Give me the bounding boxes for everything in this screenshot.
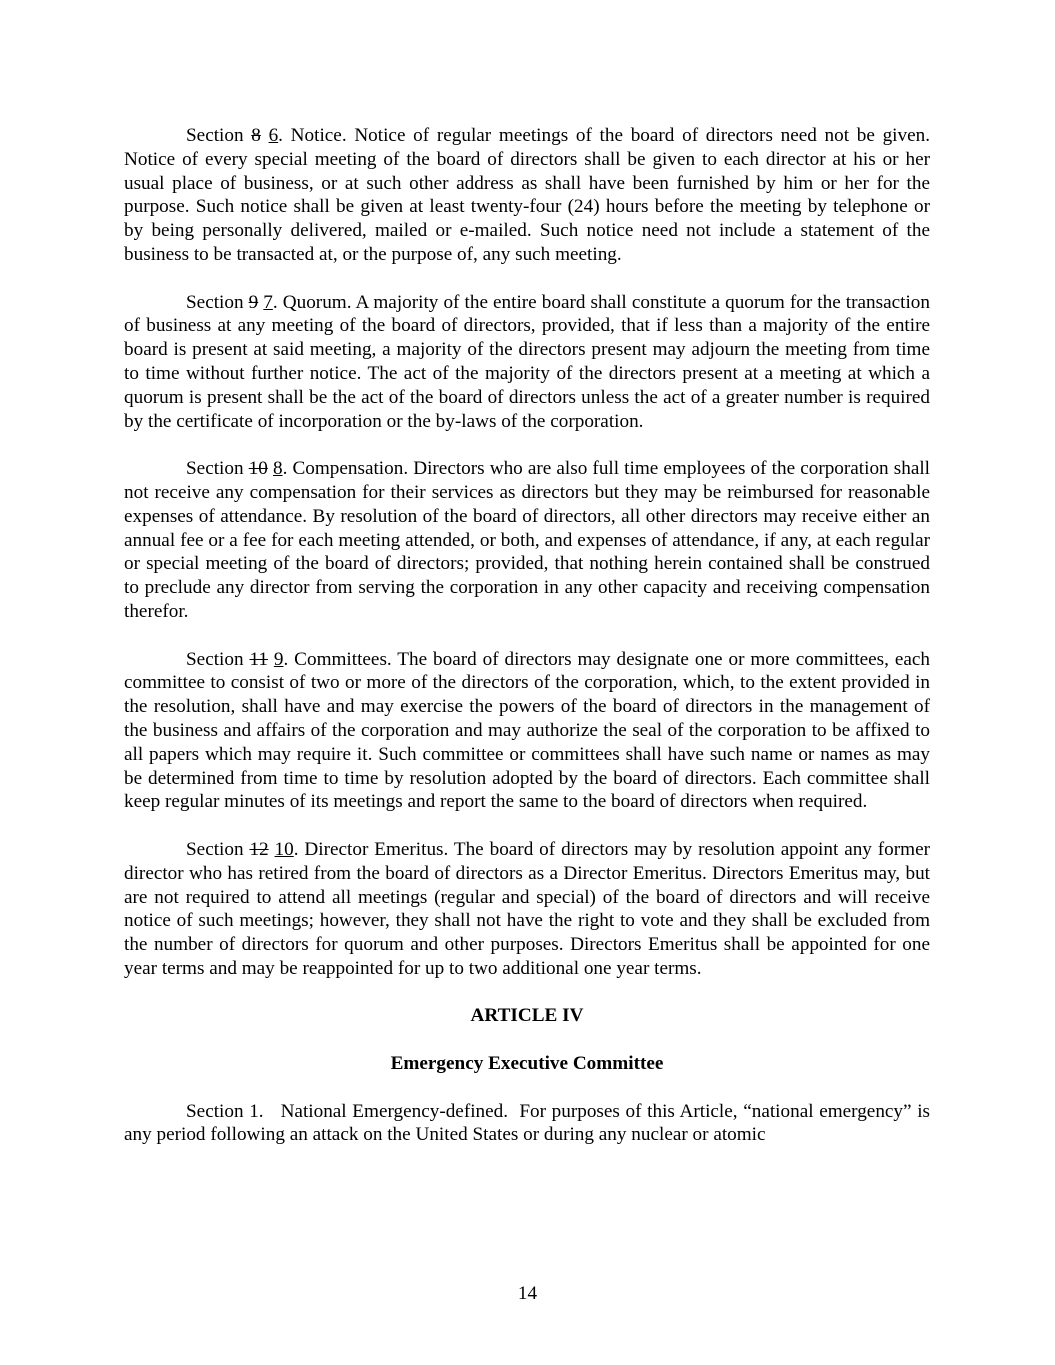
section-label: Section	[186, 648, 250, 670]
page-number: 14	[517, 1283, 538, 1304]
section-label: Section	[186, 458, 249, 480]
document-page	[124, 124, 935, 1171]
section-label: Section	[186, 838, 250, 860]
deleted-section-number: 12	[249, 838, 269, 860]
section-text: . Committees. The board of directors may designate one or more committees, each committee to consist of two or more of the directors of the corporation, which, to the extent provided in the resolution, shall have and may exercise the powers of the board of directors in the management of the business and affairs of the corporation and may authorize the seal of the corporation to be affixed to all papers which may require it. Such committee or committees shall have such name or names as may be determined from time to time by resolution adopted by the board of directors. Each committee shall keep regular minutes of its meetings and report the same to the board of directors when required.	[124, 648, 931, 813]
section-national-emergency: Section 1. National Emergency-defined. For purposes of this Article, “national emergency” is any period following an attack on the United States or during any nuclear or atomic	[124, 1100, 935, 1146]
article-heading: ARTICLE IV	[470, 1005, 584, 1027]
deleted-section-number: 10	[248, 458, 268, 480]
article-subheading: Emergency Executive Committee	[390, 1053, 664, 1075]
inserted-section-number: 6	[268, 125, 279, 146]
deleted-section-number: 11	[249, 648, 268, 670]
inserted-section-number: 9	[273, 648, 284, 670]
section-director-emeritus	[124, 838, 930, 981]
section-text: . Quorum. A majority of the entire board shall constitute a quorum for the transaction of business at any meeting of the board of directors, provided, that if less than a majority of the entire board is present at said meeting, a majority of the directors present may adjourn the meeting from time to time without further notice. The act of the majority of the directors present at a meeting at which a quorum is present shall be the act of the board of directors unless the act of a greater number is required by the certificate of incorporation or the by-laws of the corporation.	[124, 291, 930, 432]
section-label: Section	[186, 125, 252, 146]
inserted-section-number: 8	[272, 458, 283, 480]
section-compensation	[124, 457, 930, 624]
deleted-section-number: 8	[251, 125, 261, 146]
section-committees	[124, 648, 930, 815]
section-text: . Director Emeritus. The board of directors may by resolution appoint any former director who has retired from the board of directors as a Director Emeritus. Directors Emeritus may, but are not required to attend all meetings (regular and special) of the board of directors and will receive notice of such meetings; however, they shall not have the right to vote and they shall be excluded from the number of directors for quorum and other purposes. Directors Emeritus shall be appointed for one year terms and may be reappointed for up to two additional one year terms.	[124, 838, 930, 979]
inserted-section-number: 10	[274, 838, 294, 860]
section-label: Section	[186, 291, 249, 313]
inserted-section-number: 7	[263, 291, 273, 313]
section-text: . Notice. Notice of regular meetings of the board of directors need not be given. Notice of every special meeting of the board of directors shall be given to each director at his or her usual place of business, or at such other address as shall have been furnished by him or her for the purpose. Such notice shall be given at least twenty-four (24) hours before the meeting by telephone or by being personally delivered, mailed or e-mailed. Such notice need not include a statement of the business to be transacted at, or the purpose of, any such meeting.	[124, 125, 931, 265]
section-quorum	[124, 291, 930, 434]
deleted-section-number: 9	[248, 291, 259, 313]
section-text: . Compensation. Directors who are also full time employees of the corporation shall not receive any compensation for their services as directors but they may be reimbursed for reasonable expenses of attendance. By resolution of the board of directors, all other directors may receive either an annual fee or a fee for each meeting attended, or both, and expenses of attendance, if any, at each regular or special meeting of the board of directors; provided, that nothing herein contained shall be construed to preclude any director from serving the corporation in any other capacity and receiving compensation therefor.	[124, 458, 930, 622]
section-notice	[124, 124, 930, 267]
